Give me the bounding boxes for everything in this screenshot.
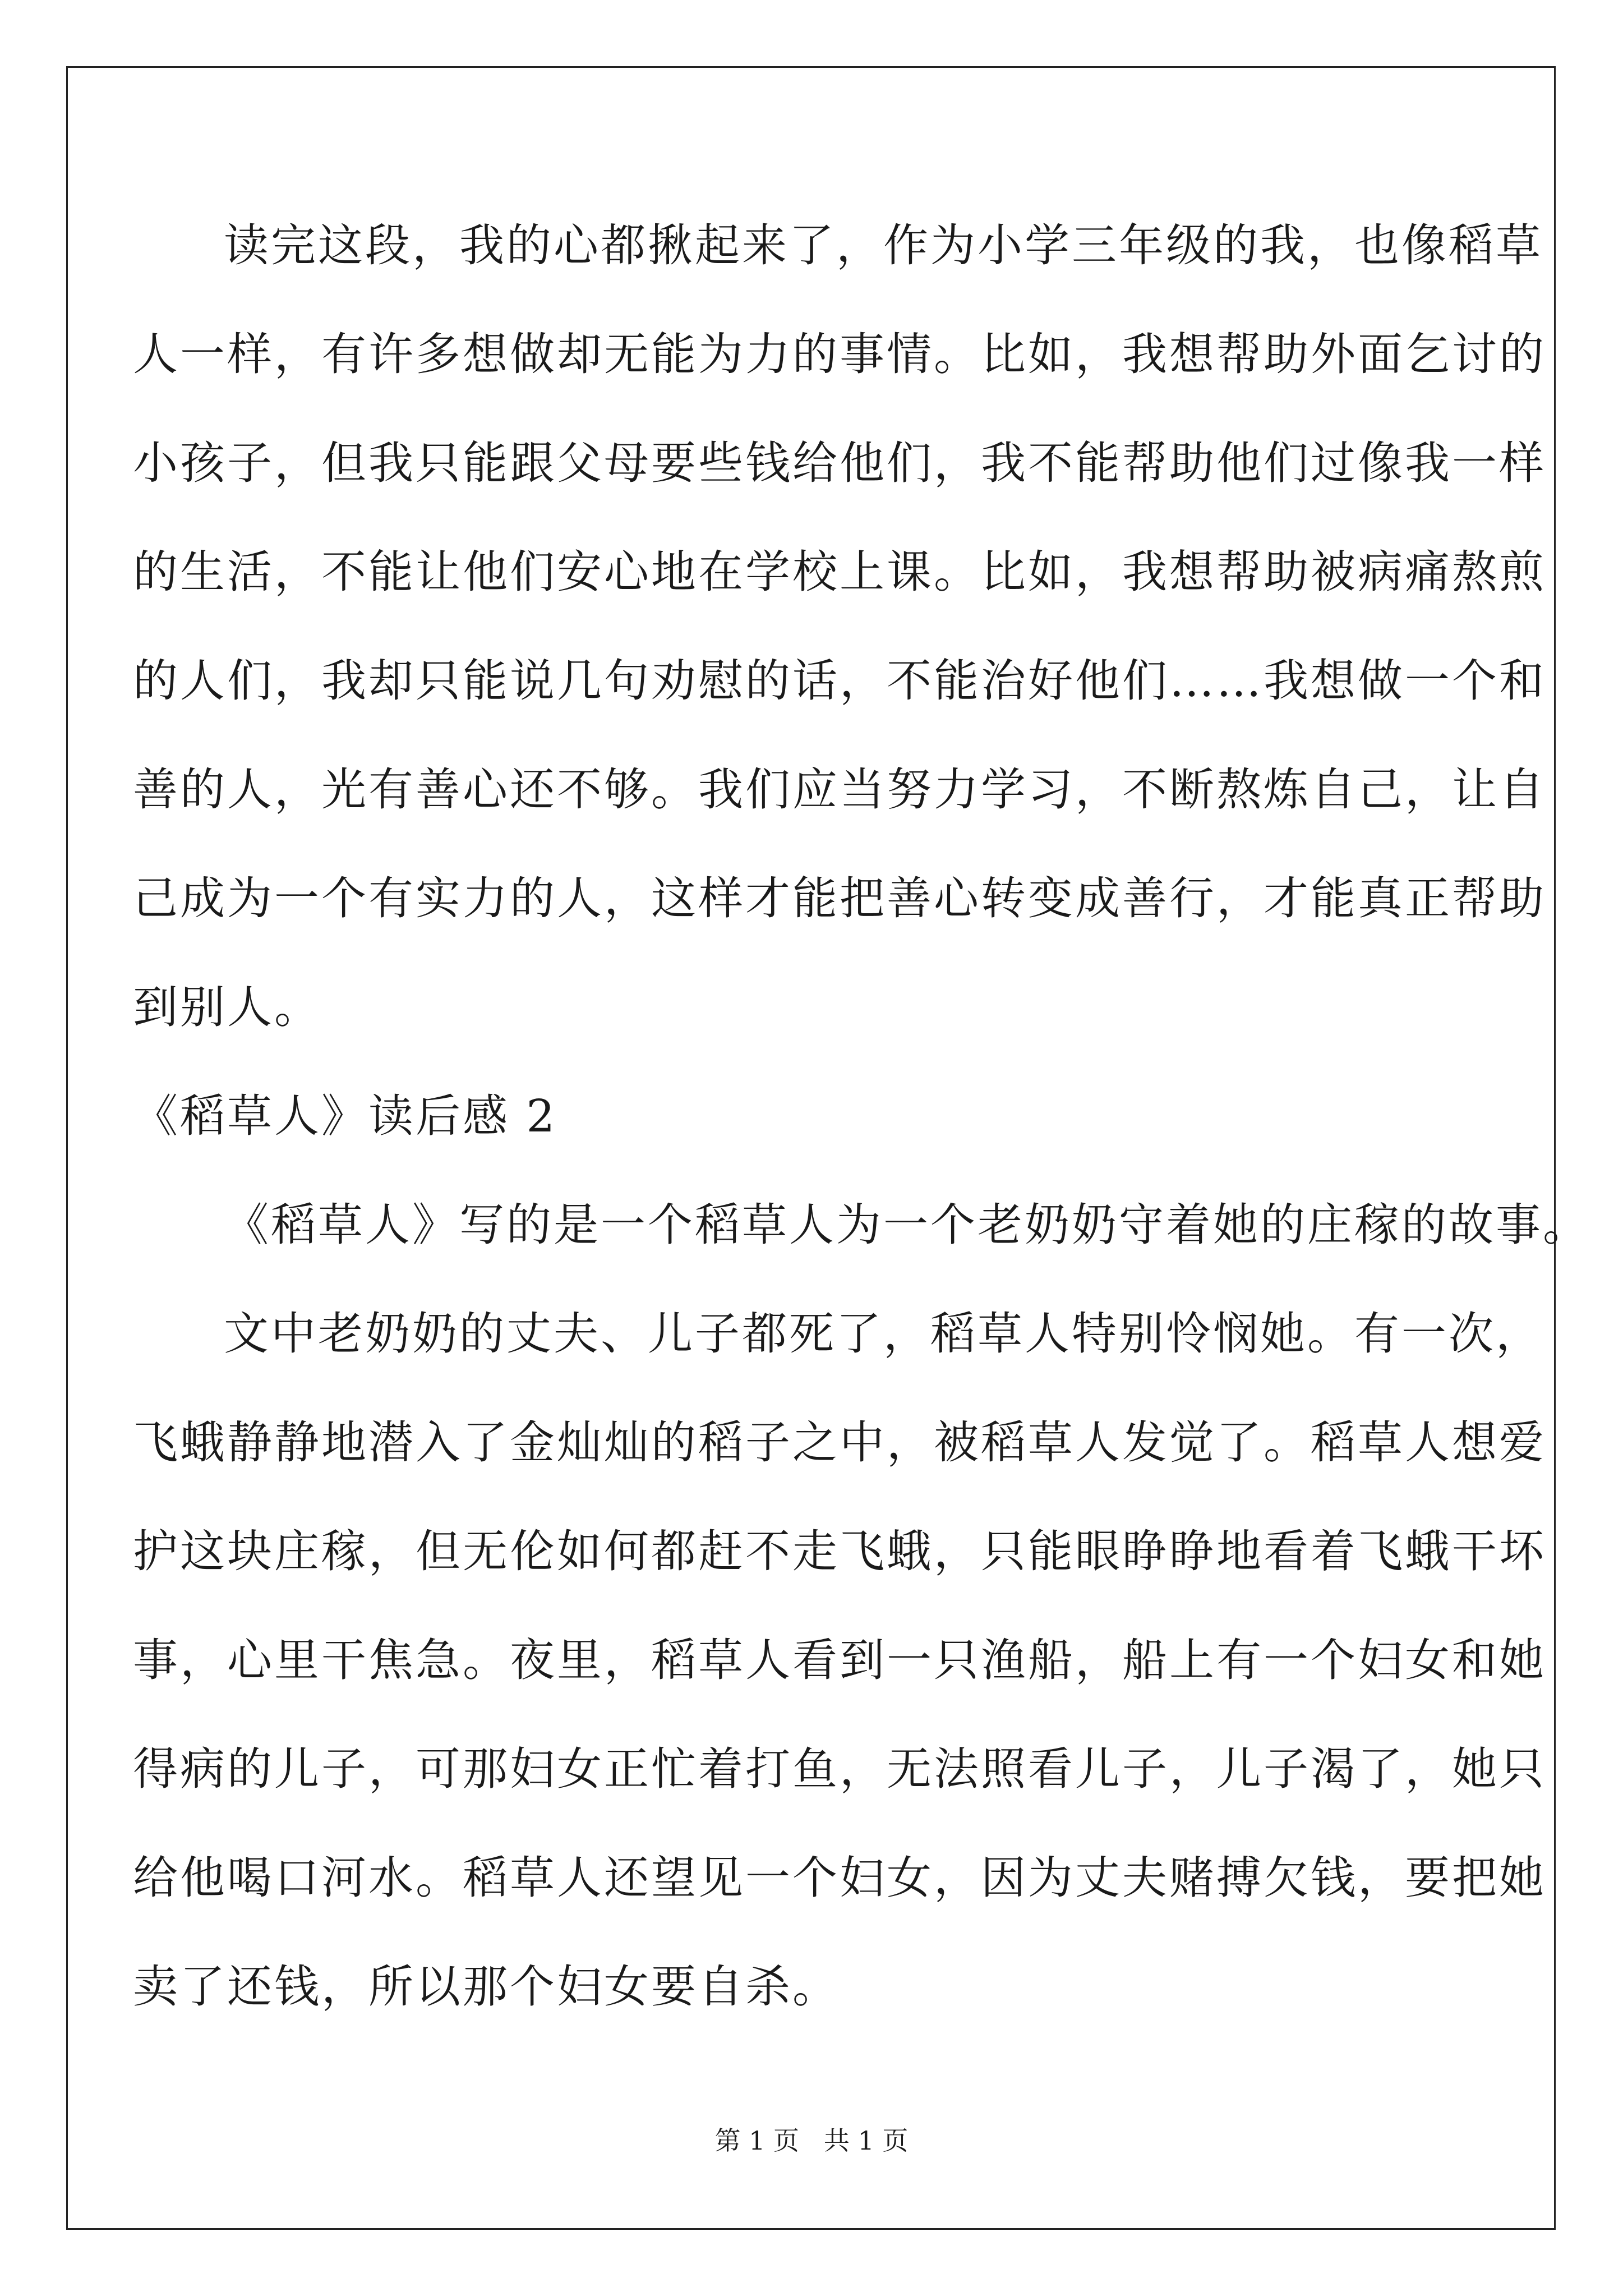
text-line: 的人们，我却只能说几句劝慰的话，不能治好他们……我想做一个和 xyxy=(133,655,1546,707)
text-line: 得病的儿子，可那妇女正忙着打鱼，无法照看儿子，儿子渴了，她只 xyxy=(133,1743,1546,1795)
page-footer: 第 1 页 共 1 页 xyxy=(714,2125,909,2156)
text-line: 读完这段，我的心都揪起来了，作为小学三年级的我，也像稻草 xyxy=(224,219,1543,272)
text-line: 己成为一个有实力的人，这样才能把善心转变成善行，才能真正帮助 xyxy=(133,872,1546,924)
text-line: 给他喝口河水。稻草人还望见一个妇女，因为丈夫赌搏欠钱，要把她 xyxy=(133,1852,1546,1904)
text-line: 卖了还钱，所以那个妇女要自杀。 xyxy=(133,1961,840,2013)
text-line: 小孩子，但我只能跟父母要些钱给他们，我不能帮助他们过像我一样 xyxy=(133,437,1546,489)
text-line: 飞蛾静静地潜入了金灿灿的稻子之中，被稻草人发觉了。稻草人想爱 xyxy=(133,1416,1546,1469)
text-line: 文中老奶奶的丈夫、儿子都死了，稻草人特别怜悯她。有一次， xyxy=(224,1308,1543,1360)
text-line: 人一样，有许多想做却无能为力的事情。比如，我想帮助外面乞讨的 xyxy=(133,328,1546,380)
text-line: 的生活，不能让他们安心地在学校上课。比如，我想帮助被病痛熬煎 xyxy=(133,546,1546,598)
text-line: 到别人。 xyxy=(133,981,321,1033)
text-line: 护这块庄稼，但无伦如何都赶不走飞蛾，只能眼睁睁地看着飞蛾干坏 xyxy=(133,1525,1546,1577)
text-line: 《稻草人》写的是一个稻草人为一个老奶奶守着她的庄稼的故事。 xyxy=(224,1199,1590,1251)
text-line: 事，心里干焦急。夜里，稻草人看到一只渔船，船上有一个妇女和她 xyxy=(133,1634,1546,1686)
text-line: 善的人，光有善心还不够。我们应当努力学习，不断熬炼自己，让自 xyxy=(133,763,1546,816)
section-heading: 《稻草人》读后感 2 xyxy=(133,1090,557,1142)
